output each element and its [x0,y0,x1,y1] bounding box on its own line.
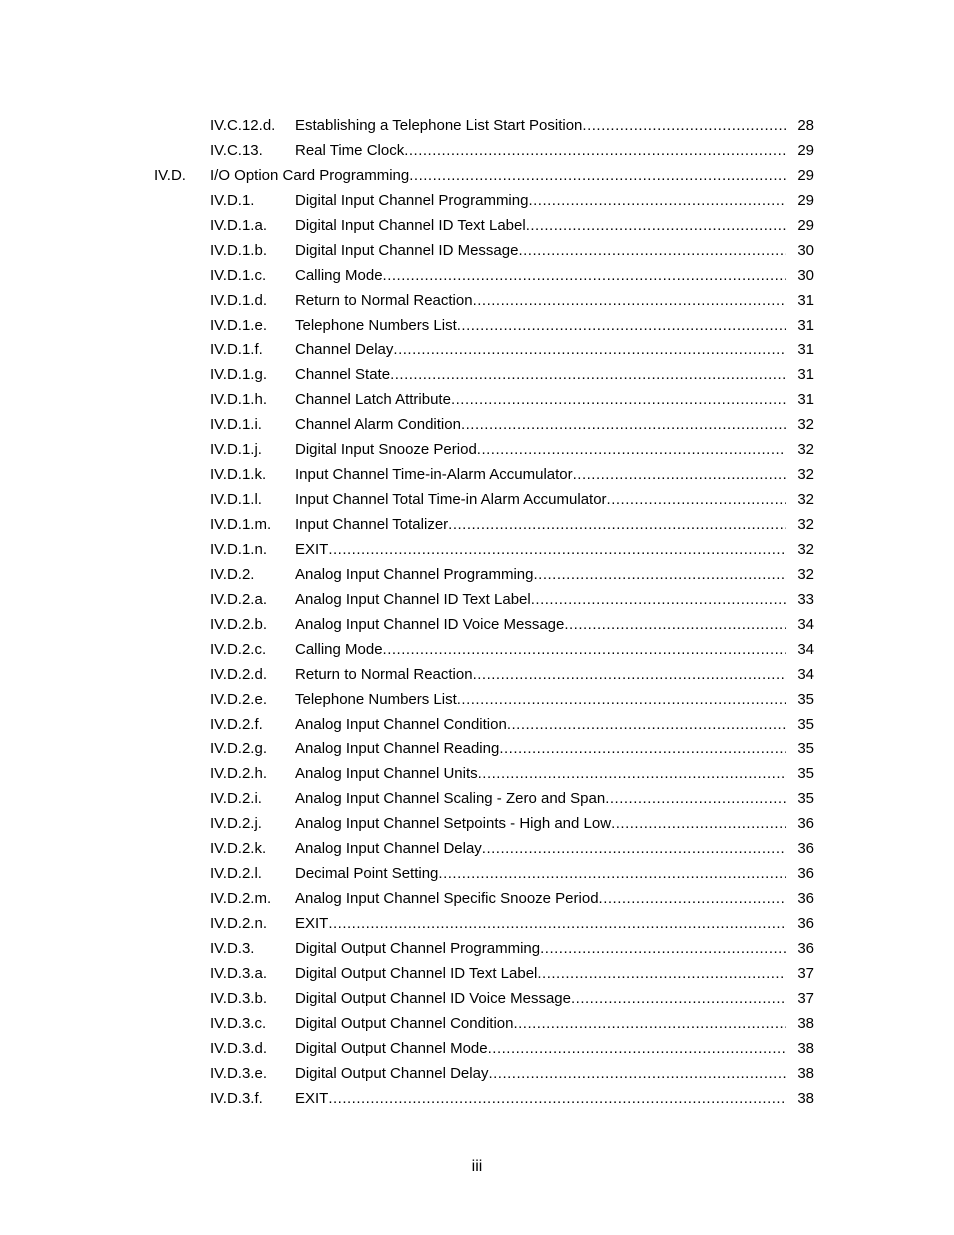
toc-entry[interactable] [0,837,954,862]
toc-entry-number: IV.D.2.a. [210,590,267,608]
toc-entry-page: 32 [797,540,814,558]
toc-entry-title: Digital Output Channel ID Voice Message [295,989,571,1007]
toc-entry-title: Analog Input Channel Condition [295,715,507,733]
dot-leader [328,538,786,563]
toc-entry[interactable] [0,563,954,588]
dot-leader [540,937,786,962]
toc-entry[interactable] [0,438,954,463]
dot-leader [571,987,786,1012]
toc-entry-number: IV.D.2.c. [210,640,267,658]
toc-entry-title-line [295,1062,786,1087]
dot-leader [482,837,786,862]
toc-entry-page: 37 [797,964,814,982]
toc-entry-title: Calling Mode [295,640,383,658]
toc-entry-page: 38 [797,1039,814,1057]
dot-leader [461,413,786,438]
toc-entry-title-line [295,737,786,762]
toc-entry-page: 36 [797,890,814,908]
toc-entry-page: 30 [797,266,814,284]
toc-entry-page: 32 [797,441,814,459]
dot-leader [457,688,786,713]
toc-entry-title-line [295,638,786,663]
toc-entry-title: Calling Mode [295,266,383,284]
toc-entry-title: EXIT [295,1089,329,1107]
toc-entry[interactable] [0,638,954,663]
dot-leader [404,139,786,164]
dot-leader [451,388,786,413]
toc-entry-title: Analog Input Channel Reading [295,740,500,758]
toc-entry-page: 32 [797,491,814,509]
toc-entry-page: 31 [797,316,814,334]
toc-entry-number: IV.D.1.k. [210,466,267,484]
toc-entry-title-line [295,1087,786,1112]
toc-entry-title-line [295,613,786,638]
toc-entry-number: IV.D.2.d. [210,665,267,683]
toc-entry-number: IV.D.1.e. [210,316,267,334]
toc-entry-number: IV.D.2.l. [210,865,262,883]
dot-leader [526,214,786,239]
toc-entry-page: 34 [797,665,814,683]
toc-entry-page: 31 [797,366,814,384]
toc-entry[interactable] [0,114,954,139]
toc-entry[interactable] [0,987,954,1012]
toc-entry[interactable] [0,937,954,962]
dot-leader [513,1012,786,1037]
toc-entry-number: IV.C.13. [210,141,263,159]
toc-entry-title-line [210,164,786,189]
toc-entry-number: IV.D.1. [210,191,255,209]
toc-entry[interactable] [0,189,954,214]
toc-entry-title-line [295,713,786,738]
toc-entry-page: 35 [797,740,814,758]
toc-entry-title: Return to Normal Reaction [295,665,473,683]
toc-entry-title-line [295,438,786,463]
dot-leader [605,787,786,812]
toc-entry-title-line [295,338,786,363]
toc-entry-number: IV.D.3.b. [210,989,267,1007]
dot-leader [528,189,786,214]
toc-entry-title: I/O Option Card Programming [210,166,410,184]
toc-entry[interactable] [0,338,954,363]
toc-entry[interactable] [0,463,954,488]
toc-entry-title: Analog Input Channel ID Voice Message [295,615,565,633]
toc-entry[interactable] [0,663,954,688]
dot-leader [533,563,786,588]
toc-entry-number: IV.D.2.n. [210,915,267,932]
toc-entry-title: Digital Output Channel Condition [295,1014,514,1032]
toc-entry-title-line [295,862,786,887]
dot-leader [573,463,786,488]
toc-entry-page: 28 [797,117,814,134]
toc-entry-title: Channel Latch Attribute [295,391,451,409]
toc-entry-title-line [295,413,786,438]
toc-entry-title: Analog Input Channel Specific Snooze Period [295,890,599,908]
toc-entry-page: 34 [797,615,814,633]
toc-entry-title-line [295,513,786,538]
toc-entry-title: Establishing a Telephone List Start Position [295,117,583,134]
toc-entry-page: 38 [797,1064,814,1082]
toc-entry-title-line [295,812,786,837]
dot-leader [564,613,786,638]
toc-entry[interactable] [0,239,954,264]
toc-entry-page: 29 [797,141,814,159]
toc-entry-number: IV.D.1.n. [210,540,267,558]
toc-entry-page: 35 [797,690,814,708]
toc-entry-title: Input Channel Total Time-in Alarm Accumulator [295,491,607,509]
toc-entry-number: IV.D.1.i. [210,416,262,434]
dot-leader [488,1037,786,1062]
toc-entry-number: IV.D.1.g. [210,366,267,384]
toc-entry[interactable] [0,613,954,638]
toc-entry[interactable] [0,1012,954,1037]
toc-entry-page: 29 [797,191,814,209]
toc-entry-page: 32 [797,516,814,533]
toc-entry-page: 37 [797,989,814,1007]
toc-entry-title: Digital Input Snooze Period [295,441,477,459]
toc-entry-title: Analog Input Channel Units [295,765,478,783]
toc-entry-title: Analog Input Channel ID Text Label [295,590,531,608]
toc-entry-title-line [295,264,786,289]
toc-entry[interactable] [0,812,954,837]
toc-entry-page: 36 [797,865,814,883]
toc-entry-title: Channel Alarm Condition [295,416,461,434]
toc-entry-number: IV.D.2.m. [210,890,272,908]
dot-leader [448,513,786,538]
toc-entry-title-line [295,688,786,713]
dot-leader [328,912,786,937]
toc-entry[interactable] [0,588,954,613]
toc-entry[interactable] [0,413,954,438]
toc-entry-page: 32 [797,466,814,484]
toc-entry-title: Telephone Numbers List [295,690,457,708]
toc-entry[interactable] [0,962,954,987]
toc-entry-number: IV.C.12.d. [210,117,276,134]
dot-leader [611,812,786,837]
toc-entry-number: IV.D.1.m. [210,516,272,533]
toc-entry-title: Input Channel Totalizer [295,516,449,533]
toc-entry-title: Digital Output Channel Delay [295,1064,489,1082]
toc-entry-page: 35 [797,715,814,733]
toc-entry-title-line [295,139,786,164]
toc-entry-page: 31 [797,341,814,359]
toc-entry-title-line [295,239,786,264]
toc-entry-number: IV.D.1.d. [210,291,267,309]
toc-entry-number: IV.D.2.e. [210,690,267,708]
toc-entry-page: 29 [797,166,814,184]
toc-entry-number: IV.D.2.i. [210,790,262,808]
table-of-contents [0,114,954,1112]
toc-entry[interactable] [0,488,954,513]
toc-entry-number: IV.D.2.g. [210,740,267,758]
dot-leader [582,114,786,139]
toc-entry-title: Analog Input Channel Programming [295,565,534,583]
dot-leader [477,438,786,463]
toc-entry[interactable] [0,1087,954,1112]
toc-entry[interactable] [0,388,954,413]
toc-entry[interactable] [0,513,954,538]
toc-entry-page: 36 [797,815,814,833]
toc-entry[interactable] [0,1062,954,1087]
toc-entry-title-line [295,937,786,962]
toc-entry-title-line [295,912,786,937]
toc-entry-page: 36 [797,915,814,932]
toc-entry-number: IV.D.2.b. [210,615,267,633]
toc-entry-number: IV.D.2. [210,565,255,583]
toc-entry-number: IV.D.2.j. [210,815,262,833]
toc-entry[interactable] [0,762,954,787]
toc-entry[interactable] [0,538,954,563]
toc-entry[interactable] [0,688,954,713]
toc-entry-title: Real Time Clock [295,141,405,159]
dot-leader [518,239,786,264]
toc-entry-title-line [295,987,786,1012]
toc-entry-number: IV.D.3.a. [210,964,267,982]
toc-entry-page: 38 [797,1014,814,1032]
dot-leader [393,338,786,363]
toc-entry-title: Input Channel Time-in-Alarm Accumulator [295,466,573,484]
toc-entry-title: Channel State [295,366,391,384]
toc-entry[interactable] [0,737,954,762]
dot-leader [531,588,786,613]
toc-entry-title-line [295,189,786,214]
toc-entry-title: Digital Output Channel Mode [295,1039,488,1057]
toc-entry-number: IV.D.1.j. [210,441,262,459]
toc-entry-number: IV.D.3.e. [210,1064,267,1082]
toc-entry-title: Analog Input Channel Scaling - Zero and Span [295,790,606,808]
toc-entry[interactable] [0,1037,954,1062]
toc-entry-number: IV.D.2.k. [210,840,267,858]
toc-entry-title-line [295,289,786,314]
toc-entry-page: 35 [797,790,814,808]
toc-entry[interactable] [0,289,954,314]
dot-leader [473,289,786,314]
toc-entry-number: IV.D.1.h. [210,391,267,409]
toc-entry-page: 36 [797,939,814,957]
toc-entry-page: 29 [797,216,814,234]
toc-entry-number: IV.D.3.d. [210,1039,267,1057]
toc-entry[interactable] [0,363,954,388]
dot-leader [383,638,786,663]
toc-entry[interactable] [0,912,954,937]
toc-entry-title: Analog Input Channel Delay [295,840,482,858]
toc-entry-number: IV.D. [154,166,186,184]
toc-entry-number: IV.D.1.f. [210,341,263,359]
toc-entry-title-line [295,314,786,339]
toc-entry[interactable] [0,164,954,189]
dot-leader [507,713,786,738]
toc-entry-title-line [295,538,786,563]
toc-entry-title-line [295,114,786,139]
toc-entry-title: Digital Input Channel ID Message [295,241,519,259]
toc-entry-title-line [295,762,786,787]
toc-entry-title-line [295,563,786,588]
toc-entry-number: IV.D.3.f. [210,1089,263,1107]
dot-leader [537,962,786,987]
toc-entry-number: IV.D.1.l. [210,491,262,509]
dot-leader [328,1087,786,1112]
toc-entry-title: Digital Output Channel ID Text Label [295,964,538,982]
toc-entry-title: EXIT [295,540,329,558]
toc-entry-number: IV.D.1.b. [210,241,267,259]
toc-entry-title-line [295,837,786,862]
toc-entry-page: 31 [797,391,814,409]
toc-entry-title-line [295,887,786,912]
dot-leader [499,737,786,762]
dot-leader [488,1062,786,1087]
toc-entry[interactable] [0,887,954,912]
toc-entry-page: 32 [797,565,814,583]
toc-entry-number: IV.D.3. [210,939,255,957]
toc-entry-title: Digital Output Channel Programming [295,939,541,957]
toc-entry[interactable] [0,787,954,812]
toc-entry-page: 35 [797,765,814,783]
dot-leader [473,663,786,688]
toc-entry[interactable] [0,214,954,239]
toc-entry-title-line [295,663,786,688]
toc-entry-title-line [295,214,786,239]
toc-entry-page: 32 [797,416,814,434]
toc-entry-page: 38 [797,1089,814,1107]
toc-entry-title-line [295,962,786,987]
toc-entry-page: 31 [797,291,814,309]
toc-entry-number: IV.D.2.f. [210,715,263,733]
dot-leader [390,363,786,388]
toc-entry-title: Return to Normal Reaction [295,291,473,309]
toc-entry-page: 33 [797,590,814,608]
toc-entry[interactable] [0,264,954,289]
dot-leader [438,862,786,887]
toc-entry[interactable] [0,139,954,164]
toc-entry-title-line [295,463,786,488]
toc-entry-title: Decimal Point Setting [295,865,439,883]
dot-leader [457,314,786,339]
toc-entry-number: IV.D.1.c. [210,266,267,284]
toc-entry-title-line [295,787,786,812]
toc-entry-page: 34 [797,640,814,658]
toc-entry-title-line [295,1012,786,1037]
toc-entry-title: Digital Input Channel Programming [295,191,529,209]
toc-entry-number: IV.D.1.a. [210,216,267,234]
toc-entry-title: EXIT [295,915,329,932]
toc-entry-title-line [295,1037,786,1062]
toc-entry-title: Analog Input Channel Setpoints - High and Low [295,815,612,833]
dot-leader [607,488,786,513]
toc-entry-number: IV.D.3.c. [210,1014,267,1032]
toc-entry-title: Telephone Numbers List [295,316,457,334]
toc-entry-page: 30 [797,241,814,259]
toc-entry[interactable] [0,713,954,738]
dot-leader [599,887,786,912]
toc-entry-title-line [295,488,786,513]
dot-leader [478,762,786,787]
toc-entry-title-line [295,363,786,388]
toc-entry-title: Digital Input Channel ID Text Label [295,216,526,234]
toc-entry[interactable] [0,862,954,887]
dot-leader [409,164,786,189]
toc-entry-title-line [295,588,786,613]
page-number: iii [471,1158,483,1175]
dot-leader [383,264,786,289]
toc-entry-number: IV.D.2.h. [210,765,267,783]
toc-entry-title: Channel Delay [295,341,394,359]
toc-entry[interactable] [0,314,954,339]
toc-entry-title-line [295,388,786,413]
toc-entry-page: 36 [797,840,814,858]
